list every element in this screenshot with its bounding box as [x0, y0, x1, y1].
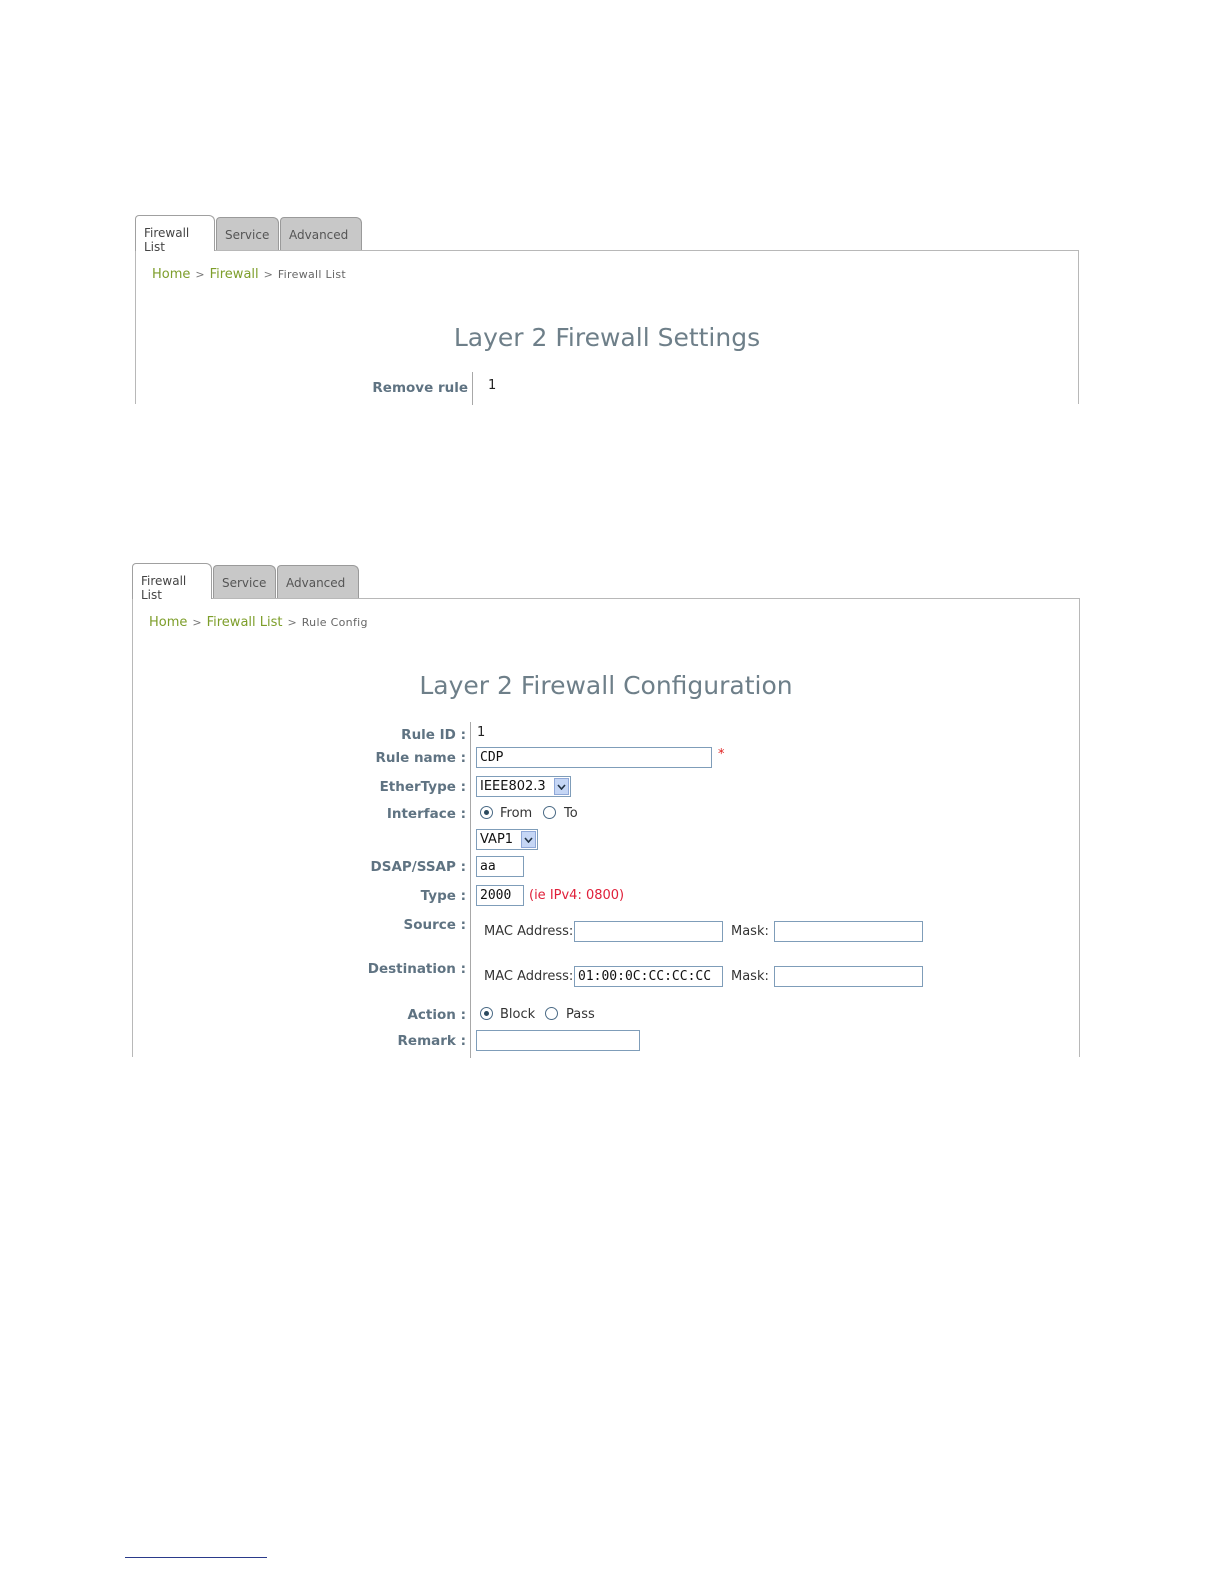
source-label: Source : [403, 917, 466, 933]
dsap-ssap-input[interactable]: aa [476, 856, 524, 877]
page-title: Layer 2 Firewall Settings [453, 323, 761, 352]
chevron-down-icon[interactable] [521, 831, 536, 848]
page-title: Layer 2 Firewall Configuration [419, 671, 793, 700]
rule-id-value: 1 [477, 725, 486, 740]
breadcrumb-separator: > [287, 616, 297, 629]
tab-advanced[interactable]: Advanced [277, 565, 359, 598]
tab-advanced[interactable]: Advanced [280, 217, 362, 250]
destination-mac-label: MAC Address: [484, 969, 574, 984]
remark-input[interactable] [476, 1030, 640, 1051]
breadcrumb-separator: > [263, 268, 273, 281]
remove-rule-label: Remove rule [372, 380, 468, 396]
source-mask-input[interactable] [774, 921, 923, 942]
interface-to-label: To [564, 806, 578, 821]
destination-mask-label: Mask: [731, 969, 769, 984]
breadcrumb-home-link[interactable]: Home [152, 267, 191, 282]
source-mask-label: Mask: [731, 924, 769, 939]
tab-firewall-list[interactable]: Firewall List [135, 215, 215, 251]
action-pass-radio[interactable] [545, 1007, 558, 1020]
action-block-radio[interactable] [480, 1007, 493, 1020]
breadcrumb-separator: > [195, 268, 205, 281]
action-pass-label: Pass [566, 1007, 595, 1022]
dsap-ssap-label: DSAP/SSAP : [370, 859, 466, 875]
vap-select[interactable] [476, 829, 538, 850]
remark-label: Remark : [397, 1033, 466, 1049]
tab-bar [132, 562, 1080, 602]
breadcrumb-firewall-list-link[interactable]: Firewall List [206, 615, 283, 630]
column-divider [470, 722, 471, 1058]
breadcrumb-firewall-link[interactable]: Firewall [209, 267, 259, 282]
firewall-configuration-screenshot [132, 562, 1080, 1057]
content-panel [135, 250, 1079, 404]
breadcrumb-current: Firewall List [277, 268, 346, 281]
required-marker: * [718, 747, 725, 762]
interface-from-label: From [500, 806, 533, 821]
interface-to-radio[interactable] [543, 806, 556, 819]
action-block-label: Block [500, 1007, 536, 1022]
content-panel [132, 598, 1080, 1057]
ethertype-label: EtherType : [379, 779, 466, 795]
firewall-settings-screenshot [135, 214, 1079, 404]
type-label: Type : [420, 888, 466, 904]
rule-id-label: Rule ID : [401, 727, 466, 743]
action-label: Action : [407, 1007, 466, 1023]
breadcrumb [149, 615, 368, 630]
source-mac-label: MAC Address: [484, 924, 574, 939]
tab-bar [135, 214, 1079, 254]
type-input[interactable]: 2000 [476, 885, 524, 906]
source-mac-input[interactable] [574, 921, 723, 942]
vap-selected-value: VAP1 [480, 832, 514, 847]
tab-service[interactable]: Service [213, 565, 276, 598]
footnote-divider [125, 1557, 267, 1558]
column-divider [472, 372, 473, 405]
breadcrumb [152, 267, 346, 282]
breadcrumb-home-link[interactable]: Home [149, 615, 188, 630]
interface-from-radio[interactable] [480, 806, 493, 819]
destination-mask-input[interactable] [774, 966, 923, 987]
remove-rule-value: 1 [488, 378, 497, 393]
chevron-down-icon[interactable] [554, 778, 569, 795]
ethertype-select[interactable] [476, 776, 571, 797]
destination-label: Destination : [367, 961, 466, 977]
type-hint: (ie IPv4: 0800) [529, 888, 625, 903]
ethertype-selected-value: IEEE802.3 [480, 779, 546, 794]
destination-mac-input[interactable]: 01:00:0C:CC:CC:CC [574, 966, 723, 987]
tab-firewall-list[interactable]: Firewall List [132, 563, 212, 599]
breadcrumb-current: Rule Config [301, 616, 368, 629]
interface-label: Interface : [386, 806, 466, 822]
rule-name-label: Rule name : [375, 750, 466, 766]
breadcrumb-separator: > [192, 616, 202, 629]
tab-service[interactable]: Service [216, 217, 279, 250]
rule-name-input[interactable]: CDP [476, 747, 712, 768]
